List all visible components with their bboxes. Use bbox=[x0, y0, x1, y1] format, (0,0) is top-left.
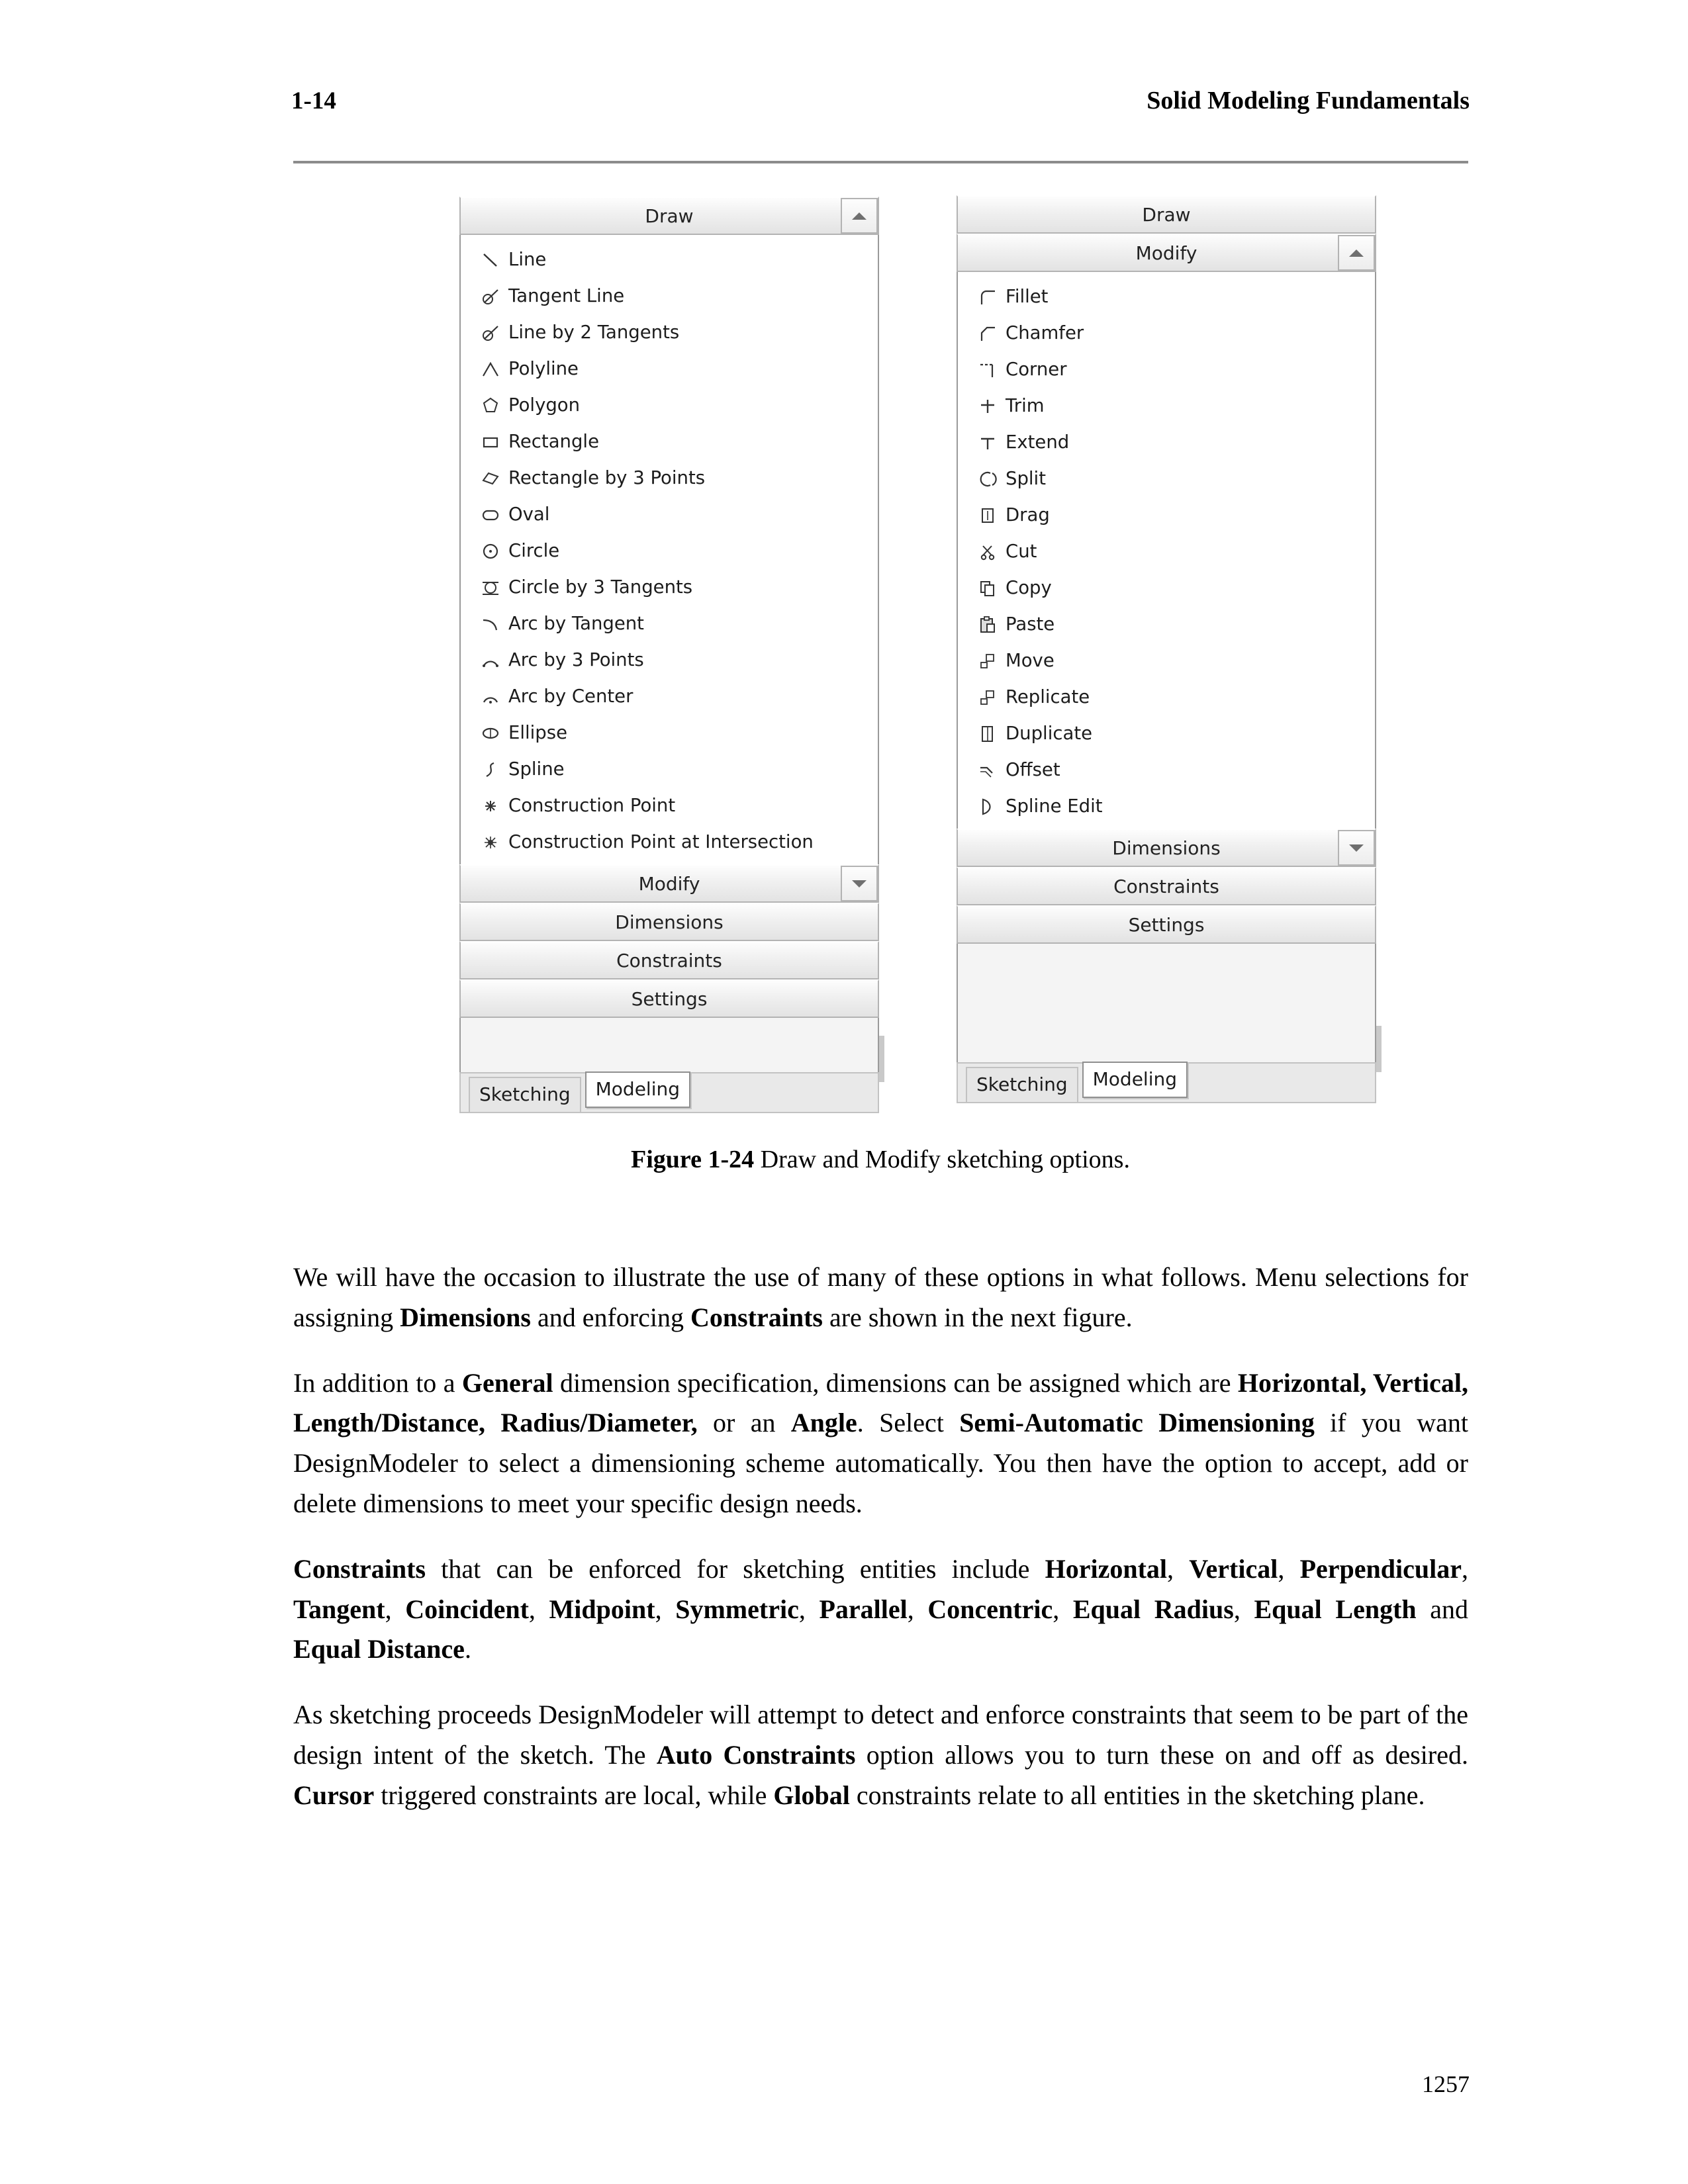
text-run-bold: Parallel bbox=[819, 1594, 908, 1624]
modify-item-duplicate[interactable] bbox=[958, 715, 1375, 752]
text-run-bold: Tangent bbox=[293, 1594, 385, 1624]
header-chapter-title: Solid Modeling Fundamentals bbox=[1147, 87, 1470, 114]
ellipse-icon bbox=[475, 721, 506, 746]
text-run: , bbox=[1053, 1594, 1073, 1624]
draw-item-arc-by-3-points[interactable] bbox=[461, 642, 878, 678]
modify-item-copy[interactable] bbox=[958, 570, 1375, 606]
arc-by-tangent-icon bbox=[475, 612, 506, 637]
draw-section-header-collapsed[interactable] bbox=[957, 195, 1376, 234]
draw-item-label: Rectangle by 3 Points bbox=[508, 467, 706, 488]
constraints-section-header[interactable] bbox=[459, 941, 879, 979]
paragraph-1 bbox=[293, 1257, 1468, 1338]
text-run-bold: Symmetric bbox=[675, 1594, 799, 1624]
figure-caption-text: Draw and Modify sketching options. bbox=[754, 1146, 1130, 1173]
text-run: , bbox=[907, 1594, 928, 1624]
text-run-bold: Constraints bbox=[690, 1302, 823, 1332]
text-run: are shown in the next figure. bbox=[822, 1302, 1133, 1332]
text-run-bold: General bbox=[461, 1367, 553, 1398]
modify-item-label: Drag bbox=[1006, 504, 1050, 525]
paragraph-2 bbox=[293, 1363, 1468, 1524]
draw-item-spline[interactable] bbox=[461, 751, 878, 788]
tab-sketching-label: Sketching bbox=[479, 1083, 571, 1105]
draw-item-construction-point-at-intersection[interactable] bbox=[461, 824, 878, 860]
drag-icon bbox=[972, 503, 1003, 528]
text-run-bold: Horizontal bbox=[1045, 1553, 1168, 1584]
draw-item-label: Oval bbox=[508, 503, 550, 525]
draw-item-line-by-2-tangents[interactable] bbox=[461, 314, 878, 351]
modify-item-label: Trim bbox=[1006, 394, 1045, 416]
text-run-bold: Horizontal, Vertical, Length/Distance, Radius/Diameter, bbox=[293, 1367, 1469, 1438]
tab-sketching-label: Sketching bbox=[976, 1073, 1068, 1095]
modify-item-label: Corner bbox=[1006, 358, 1067, 380]
modify-item-drag[interactable] bbox=[958, 497, 1375, 533]
text-run: , bbox=[385, 1594, 406, 1624]
tab-modeling[interactable] bbox=[1082, 1062, 1188, 1098]
constraints-section-label: Constraints bbox=[616, 949, 722, 972]
draw-item-polygon[interactable] bbox=[461, 387, 878, 424]
draw-item-ellipse[interactable] bbox=[461, 715, 878, 751]
text-run: triggered constraints are local, while bbox=[374, 1780, 774, 1810]
right-panel-tabs bbox=[966, 1066, 1188, 1102]
draw-section-label: Draw bbox=[645, 205, 694, 227]
dimensions-expand-arrow-icon[interactable] bbox=[1338, 830, 1375, 866]
draw-collapse-arrow-icon[interactable] bbox=[841, 198, 878, 234]
text-run: , bbox=[1462, 1553, 1468, 1584]
constraints-section-label: Constraints bbox=[1113, 875, 1219, 897]
modify-item-label: Chamfer bbox=[1006, 322, 1084, 343]
tab-sketching[interactable] bbox=[469, 1077, 581, 1112]
text-run: dimension specification, dimensions can be assigned which are bbox=[553, 1367, 1238, 1398]
spline-icon bbox=[475, 757, 506, 782]
text-run: and bbox=[1416, 1594, 1469, 1624]
construction-point-icon bbox=[475, 794, 506, 819]
footer-page-number: 1257 bbox=[1422, 2071, 1470, 2097]
corner-icon bbox=[972, 357, 1003, 383]
text-run: that can be enforced for sketching entities include bbox=[426, 1553, 1045, 1584]
polygon-icon bbox=[475, 393, 506, 418]
text-run-bold: Angle bbox=[790, 1408, 857, 1438]
draw-section-label: Draw bbox=[1142, 203, 1191, 226]
text-run: , bbox=[1233, 1594, 1254, 1624]
modify-section-header-expanded[interactable] bbox=[957, 234, 1376, 272]
dimensions-section-header[interactable] bbox=[459, 903, 879, 941]
modify-item-label: Cut bbox=[1006, 540, 1037, 562]
text-run: if you want DesignModeler to select a dimensioning scheme automatically. You then have the option to accept, add or delete dimensions to meet your specific design needs. bbox=[293, 1408, 1469, 1518]
text-run-bold: Vertical bbox=[1189, 1553, 1278, 1584]
arc-by-3-points-icon bbox=[475, 648, 506, 673]
modify-item-offset[interactable] bbox=[958, 752, 1375, 788]
draw-item-label: Arc by Center bbox=[508, 685, 633, 707]
text-run-bold: Dimensions bbox=[400, 1302, 531, 1332]
modify-item-split[interactable] bbox=[958, 461, 1375, 497]
spline-edit-icon bbox=[972, 794, 1003, 819]
draw-item-label: Rectangle bbox=[508, 430, 599, 452]
text-run: constraints relate to all entities in the sketching plane. bbox=[849, 1780, 1425, 1810]
sketching-toolbox-modify-expanded bbox=[957, 195, 1376, 1066]
figure-1-24 bbox=[291, 189, 1476, 1128]
text-run: and enforcing bbox=[530, 1302, 690, 1332]
settings-section-label: Settings bbox=[1128, 913, 1205, 936]
modify-item-label: Spline Edit bbox=[1006, 795, 1103, 817]
text-run: As sketching proceeds DesignModeler will attempt to detect and enforce constraints that seem to be part of the design intent of the sketch. The bbox=[293, 1700, 1468, 1770]
modify-item-extend[interactable] bbox=[958, 424, 1375, 461]
trim-icon bbox=[972, 394, 1003, 419]
draw-item-polyline[interactable] bbox=[461, 351, 878, 387]
paragraph-4 bbox=[293, 1695, 1468, 1815]
modify-item-fillet[interactable] bbox=[958, 279, 1375, 315]
text-run-bold: Cursor bbox=[293, 1780, 375, 1810]
sketching-toolbox-draw-expanded bbox=[459, 197, 879, 1077]
extend-icon bbox=[972, 430, 1003, 455]
text-run: In addition to a bbox=[293, 1367, 462, 1398]
page-header bbox=[291, 86, 1470, 115]
draw-item-tangent-line[interactable] bbox=[461, 278, 878, 314]
text-run-bold: Perpendicular bbox=[1299, 1553, 1462, 1584]
cut-icon bbox=[972, 539, 1003, 565]
modify-item-label: Duplicate bbox=[1006, 722, 1093, 744]
draw-item-rectangle-by-3-points[interactable] bbox=[461, 460, 878, 496]
dimensions-section-label: Dimensions bbox=[1112, 837, 1221, 859]
modify-item-label: Paste bbox=[1006, 613, 1055, 635]
modify-expand-arrow-icon[interactable] bbox=[841, 866, 878, 901]
construction-point-at-intersection-icon bbox=[475, 830, 506, 855]
modify-item-label: Extend bbox=[1006, 431, 1070, 453]
modify-item-label: Split bbox=[1006, 467, 1046, 489]
tab-modeling-label: Modeling bbox=[595, 1078, 680, 1100]
text-run: . Select bbox=[857, 1408, 960, 1438]
draw-item-label: Arc by Tangent bbox=[508, 612, 644, 634]
modify-item-move[interactable] bbox=[958, 643, 1375, 679]
text-run-bold: Semi-Automatic Dimensioning bbox=[959, 1408, 1315, 1438]
split-icon bbox=[972, 467, 1003, 492]
duplicate-icon bbox=[972, 721, 1003, 747]
modify-item-cut[interactable] bbox=[958, 533, 1375, 570]
paragraph-3 bbox=[293, 1549, 1468, 1670]
modify-item-label: Fillet bbox=[1006, 285, 1049, 307]
circle-by-3-tangents-icon bbox=[475, 575, 506, 600]
body-text bbox=[293, 1257, 1468, 1816]
modify-item-spline-edit[interactable] bbox=[958, 788, 1375, 825]
modify-item-corner[interactable] bbox=[958, 351, 1375, 388]
draw-item-label: Construction Point at Intersection bbox=[508, 831, 814, 852]
text-run: . bbox=[464, 1634, 471, 1664]
figure-caption bbox=[291, 1145, 1470, 1174]
text-run: , bbox=[798, 1594, 820, 1624]
draw-item-label: Circle bbox=[508, 539, 560, 561]
tab-sketching[interactable] bbox=[966, 1067, 1078, 1102]
text-run: option allows you to turn these on and off as desired. bbox=[855, 1739, 1468, 1770]
text-run-bold: Equal Length bbox=[1254, 1594, 1417, 1624]
draw-item-circle[interactable] bbox=[461, 533, 878, 569]
draw-item-label: Line by 2 Tangents bbox=[508, 321, 680, 343]
draw-item-label: Construction Point bbox=[508, 794, 676, 816]
rectangle-by-3-points-icon bbox=[475, 466, 506, 491]
draw-section-header[interactable] bbox=[459, 197, 879, 235]
constraints-section-header[interactable] bbox=[957, 867, 1376, 905]
draw-item-circle-by-3-tangents[interactable] bbox=[461, 569, 878, 606]
text-run-bold: Global bbox=[773, 1780, 850, 1810]
draw-item-label: Polyline bbox=[508, 357, 579, 379]
copy-icon bbox=[972, 576, 1003, 601]
modify-item-chamfer[interactable] bbox=[958, 315, 1375, 351]
polyline-icon bbox=[475, 357, 506, 382]
text-run: , bbox=[528, 1594, 549, 1624]
modify-item-list bbox=[958, 272, 1375, 829]
draw-item-line[interactable] bbox=[461, 242, 878, 278]
modify-item-paste[interactable] bbox=[958, 606, 1375, 643]
text-run-bold: Concentric bbox=[927, 1594, 1053, 1624]
draw-item-label: Polygon bbox=[508, 394, 581, 416]
modify-item-label: Offset bbox=[1006, 758, 1060, 780]
modify-section-label: Modify bbox=[638, 872, 700, 895]
modify-section-label: Modify bbox=[1135, 242, 1197, 264]
draw-item-oval[interactable] bbox=[461, 496, 878, 533]
replicate-icon bbox=[972, 685, 1003, 710]
text-run: , bbox=[655, 1594, 676, 1624]
text-run: , bbox=[1278, 1553, 1300, 1584]
modify-item-label: Replicate bbox=[1006, 686, 1090, 707]
modify-item-trim[interactable] bbox=[958, 388, 1375, 424]
modify-collapse-arrow-icon[interactable] bbox=[1338, 235, 1375, 271]
draw-item-construction-point[interactable] bbox=[461, 788, 878, 824]
left-panel-tabs bbox=[469, 1075, 690, 1112]
draw-item-list bbox=[461, 235, 878, 864]
text-run-bold: Midpoint bbox=[549, 1594, 655, 1624]
tab-modeling[interactable] bbox=[585, 1071, 690, 1108]
paste-icon bbox=[972, 612, 1003, 637]
modify-item-label: Copy bbox=[1006, 576, 1052, 598]
move-icon bbox=[972, 649, 1003, 674]
text-run-bold: Auto Constraints bbox=[656, 1739, 856, 1770]
draw-item-label: Circle by 3 Tangents bbox=[508, 576, 693, 598]
text-run-bold: Coincident bbox=[405, 1594, 529, 1624]
text-run-bold: Equal Radius bbox=[1072, 1594, 1234, 1624]
oval-icon bbox=[475, 502, 506, 527]
text-run: or an bbox=[697, 1408, 791, 1438]
draw-item-rectangle[interactable] bbox=[461, 424, 878, 460]
circle-icon bbox=[475, 539, 506, 564]
chamfer-icon bbox=[972, 321, 1003, 346]
settings-section-label: Settings bbox=[631, 987, 708, 1010]
settings-section-header[interactable] bbox=[459, 979, 879, 1018]
text-run: , bbox=[1167, 1553, 1190, 1584]
dimensions-section-label: Dimensions bbox=[615, 911, 724, 933]
line-icon bbox=[475, 248, 506, 273]
draw-item-arc-by-center[interactable] bbox=[461, 678, 878, 715]
draw-item-label: Arc by 3 Points bbox=[508, 649, 644, 670]
draw-item-label: Line bbox=[508, 248, 547, 270]
draw-item-label: Ellipse bbox=[508, 721, 567, 743]
modify-section-header[interactable] bbox=[459, 864, 879, 903]
text-run-bold: Equal Distance bbox=[293, 1634, 465, 1664]
rectangle-icon bbox=[475, 430, 506, 455]
offset-icon bbox=[972, 758, 1003, 783]
draw-item-arc-by-tangent[interactable] bbox=[461, 606, 878, 642]
header-page-label: 1-14 bbox=[291, 87, 336, 114]
header-divider bbox=[293, 161, 1468, 163]
dimensions-section-header[interactable] bbox=[957, 829, 1376, 867]
draw-item-label: Spline bbox=[508, 758, 565, 780]
tab-modeling-label: Modeling bbox=[1092, 1068, 1178, 1090]
text-run-bold: Constraints bbox=[293, 1553, 426, 1584]
arc-by-center-icon bbox=[475, 684, 506, 709]
modify-item-replicate[interactable] bbox=[958, 679, 1375, 715]
line-by-2-tangents-icon bbox=[475, 320, 506, 345]
text-run: We will have the occasion to illustrate the use of many of these options in what follows. Menu selections for assigning bbox=[293, 1262, 1468, 1332]
figure-caption-label: Figure 1-24 bbox=[631, 1146, 755, 1173]
draw-item-label: Tangent Line bbox=[508, 285, 625, 306]
tangent-line-icon bbox=[475, 284, 506, 309]
fillet-icon bbox=[972, 285, 1003, 310]
settings-section-header[interactable] bbox=[957, 905, 1376, 944]
modify-item-label: Move bbox=[1006, 649, 1055, 671]
